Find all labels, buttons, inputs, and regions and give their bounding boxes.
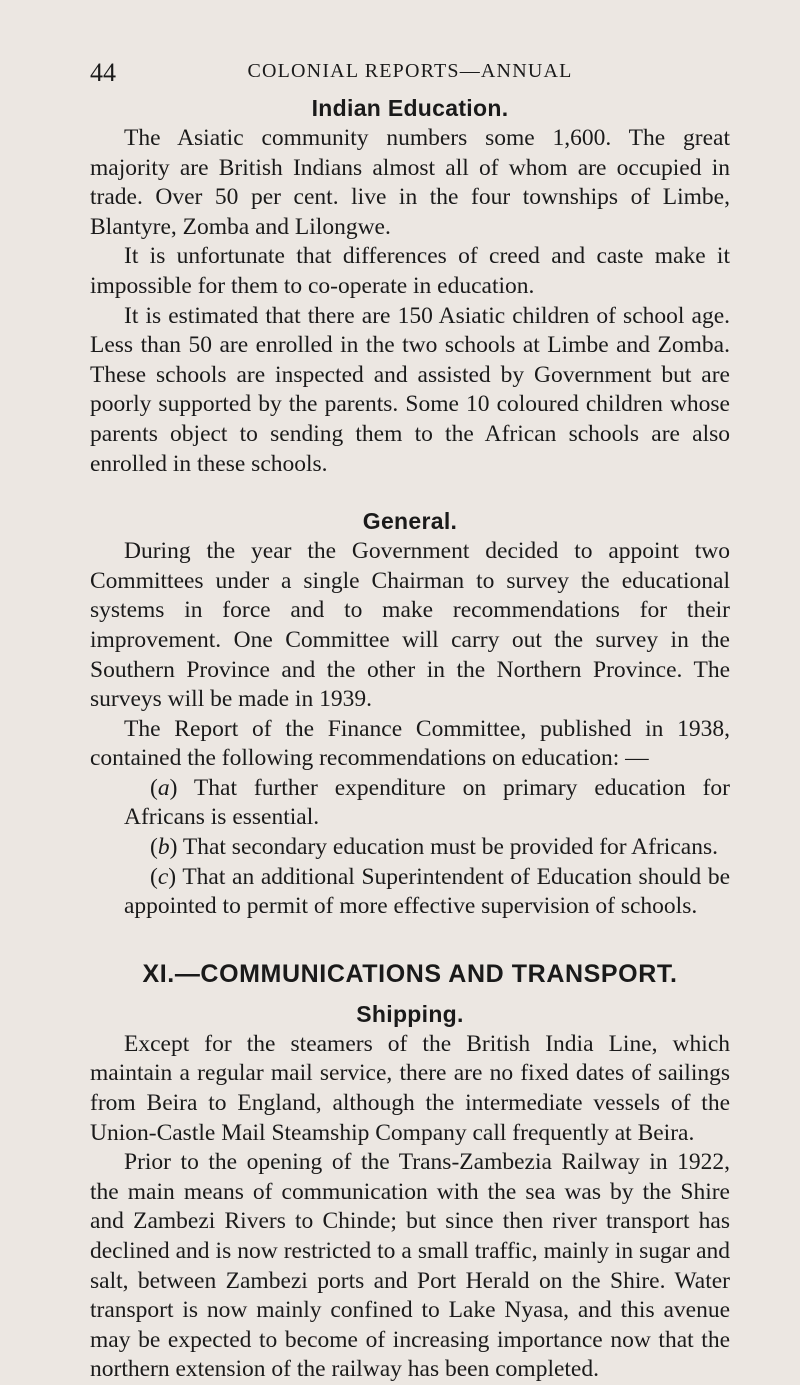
recommendation-letter: b	[157, 834, 170, 861]
recommendation-letter: a	[157, 774, 170, 801]
paragraph: The Asiatic community numbers some 1,600. The great majority are British Indians almost all of whom are occupied in trade. Over 50 per cent. live in the four townships of Limbe, Blantyre, Zomba and Lilongwe.	[90, 125, 730, 240]
page-body	[90, 92, 730, 1385]
paragraph: It is estimated that there are 150 Asiatic children of school age. Less than 50 are enrolled in the two schools at Limbe and Zomba. These schools are inspected and assisted by Government but are poorly supported by the parents. Some 10 coloured children whose parents object to sending them to the African schools are also enrolled in these schools.	[90, 302, 730, 477]
recommendation-letter: c	[157, 863, 169, 890]
chapter-heading-communications: XI.—COMMUNICATIONS AND TRANSPORT.	[142, 959, 678, 988]
page-number: 44	[90, 58, 116, 87]
paragraph: The Report of the Finance Committee, published in 1938, contained the following recommendations on education: —	[90, 715, 730, 772]
section-heading-indian-education: Indian Education.	[311, 95, 509, 121]
paragraph: It is unfortunate that differences of creed and caste make it impossible for them to co-operate in education.	[90, 243, 730, 299]
recommendation-text: That further expenditure on primary education for Africans is essential.	[124, 774, 730, 831]
section-heading-shipping: Shipping.	[356, 1000, 464, 1027]
paragraph: During the year the Government decided to appoint two Committees under a single Chairman to survey the educational systems in force and to make recommendations for their improvement. One Committee will carry out the survey in the Southern Province and the other in the Northern Province. The surveys will be made in 1939.	[90, 538, 730, 713]
recommendation-text: That secondary education must be provided for Africans.	[182, 834, 718, 861]
recommendation-text: That an additional Superintendent of Education should be appointed to permit of more effective supervision of schools.	[124, 863, 730, 920]
paragraph: Except for the steamers of the British India Line, which maintain a regular mail service, there are no fixed dates of sailings from Beira to England, although the intermediate vessels of the Union-Castle Mail Steamship Company call frequently at Beira.	[90, 1030, 730, 1146]
section-heading-general: General.	[362, 508, 458, 535]
paragraph: Prior to the opening of the Trans-Zambezia Railway in 1922, the main means of communication with the sea was by the Shire and Zambezi Rivers to Chinde; but since then river transport has declined and is now restricted to a small traffic, mainly in sugar and salt, between Zambezi ports and Port Herald on the Shire. Water transport is now mainly confined to Lake Nyasa, and this avenue may be expected to become of increasing importance now that the northern extension of the railway has been completed.	[90, 1149, 730, 1383]
page-header	[90, 56, 730, 90]
recommendation-item: (c) That an additional Superintendent of Education should be appointed to permit of more effective supervision of schools.	[124, 863, 730, 920]
recommendation-item: (a) That further expenditure on primary education for Africans is essential.	[124, 774, 730, 831]
running-head: COLONIAL REPORTS—ANNUAL	[247, 60, 573, 82]
recommendation-item: (b) That secondary education must be provided for Africans.	[150, 834, 718, 861]
